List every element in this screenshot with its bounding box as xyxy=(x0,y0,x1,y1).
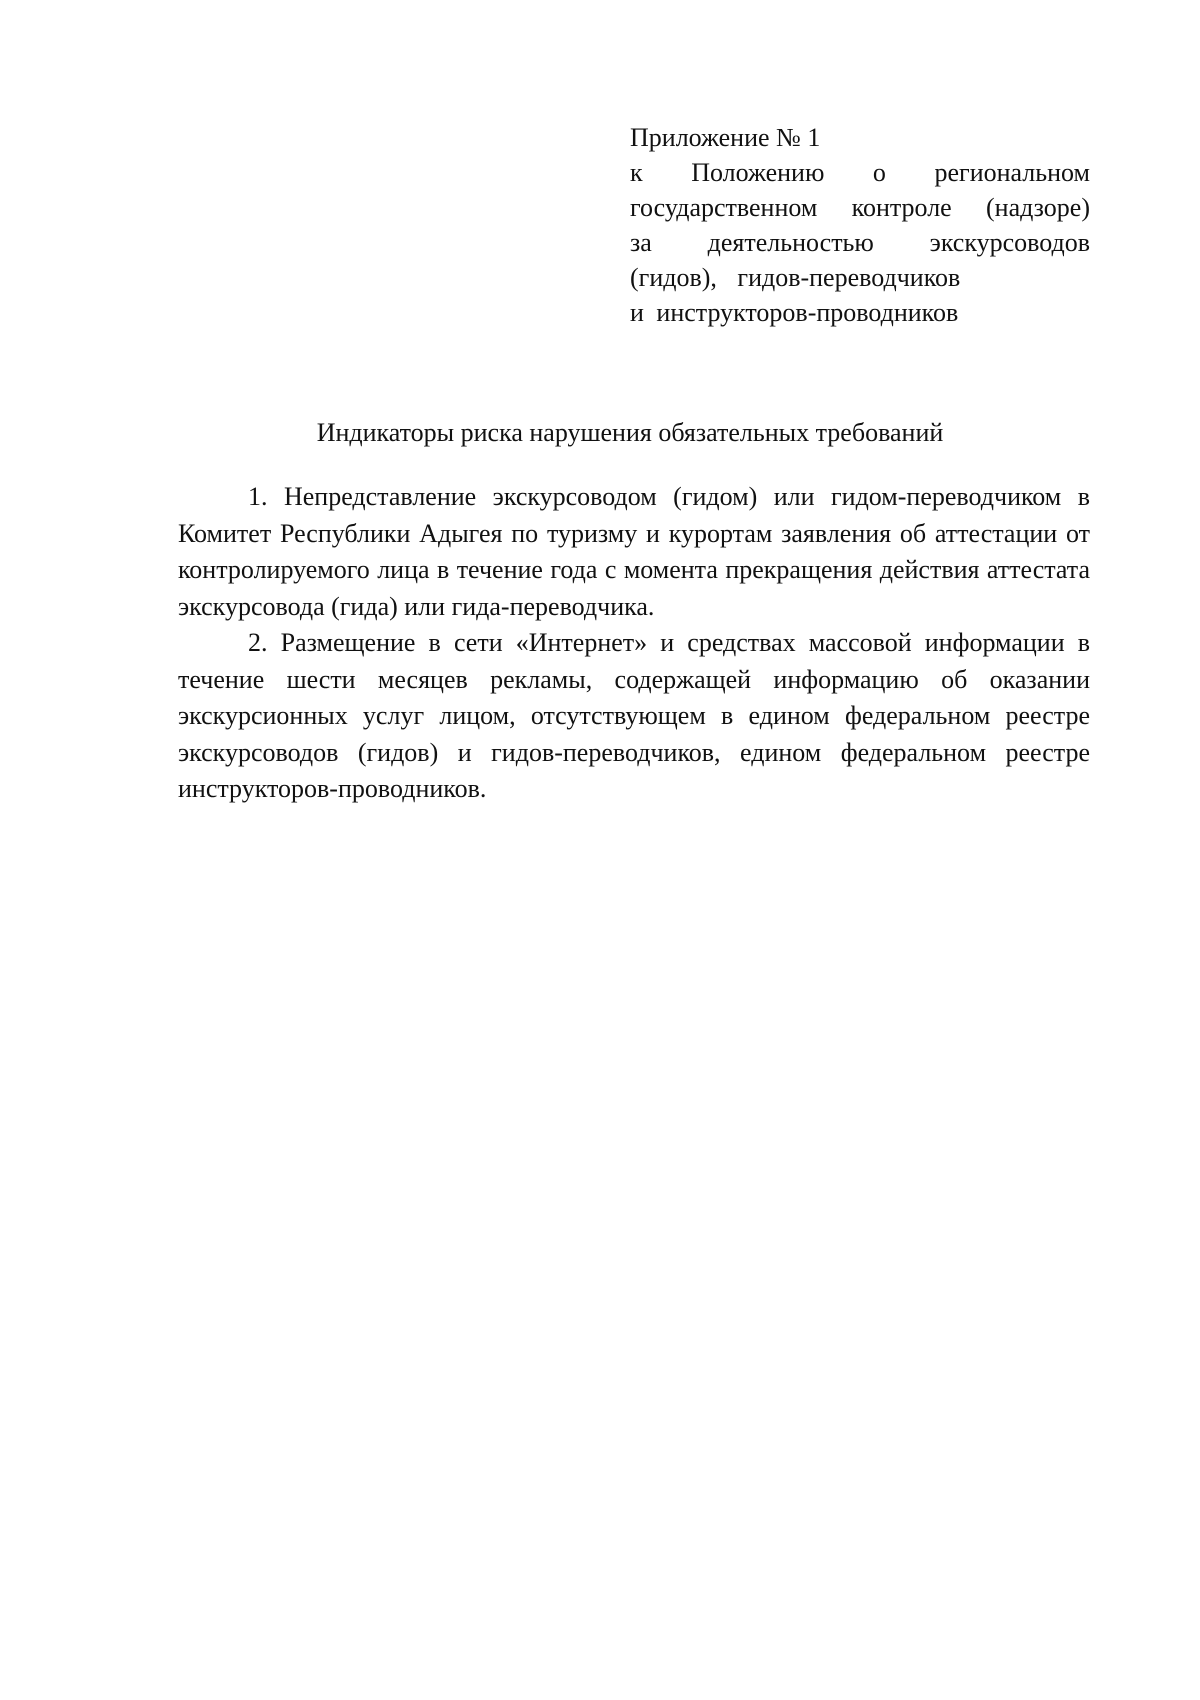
appendix-line: государственном контроле (надзоре) xyxy=(630,193,1090,222)
appendix-header xyxy=(630,120,1090,330)
document-title: Индикаторы риска нарушения обязательных требований xyxy=(316,418,944,447)
document-body xyxy=(178,479,1090,808)
appendix-line: к Положению о региональном xyxy=(630,158,1090,187)
appendix-line: (гидов), гидов-переводчиков xyxy=(630,263,961,292)
appendix-number: Приложение № 1 xyxy=(630,123,821,152)
list-item: 1. Непредставление экскурсоводом (гидом) или гидом-переводчиком в Комитет Республики Адыгея по туризму и курортам заявления об аттестации от контролируемого лица в течение года с момента прекращения действия аттестата экскурсовода (гида) или гида-переводчика. xyxy=(178,482,1090,621)
list-item: 2. Размещение в сети «Интернет» и средствах массовой информации в течение шести месяцев рекламы, содержащей информацию об оказании экскурсионных услуг лицом, отсутствующем в едином федеральном реестре экскурсоводов (гидов) и гидов-переводчиков, едином федеральном реестре инструкторов-проводников. xyxy=(178,628,1090,803)
appendix-line: за деятельностью экскурсоводов xyxy=(630,228,1090,257)
appendix-line: и инструкторов-проводников xyxy=(630,298,959,327)
